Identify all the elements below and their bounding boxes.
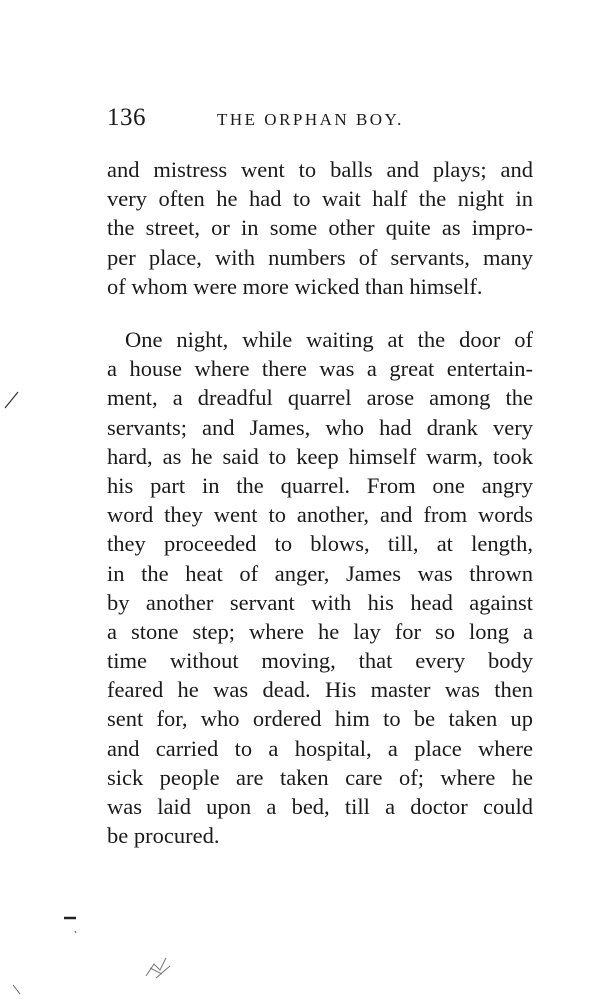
text-line: his part in the quarrel. From one angry [107, 472, 533, 498]
text-line: a house where there was a great entertain- [107, 356, 533, 382]
ink-dash-mark [62, 906, 80, 936]
text-line: sent for, who ordered him to be taken up [107, 706, 533, 732]
page-number: 136 [107, 104, 146, 131]
text-line: be procured. [107, 823, 220, 849]
text-line: and mistress went to balls and plays; and [107, 157, 533, 182]
ink-smudge-mark [140, 950, 180, 982]
text-line: of whom were more wicked than himself. [107, 273, 483, 299]
text-line: time without moving, that every body [107, 648, 533, 674]
text-line: they proceeded to blows, till, at length, [107, 531, 533, 557]
text-line: sick people are taken care of; where he [107, 764, 533, 790]
text-line: a stone step; where he lay for so long a [107, 618, 533, 644]
text-line: very often he had to wait half the night in [107, 186, 533, 212]
running-title: THE ORPHAN BOY. [217, 110, 404, 129]
margin-scratch-mark [2, 388, 22, 412]
text-line: was laid upon a bed, till a doctor could [107, 794, 533, 819]
text-line: the street, or in some other quite as impro- [107, 215, 533, 241]
page-header [107, 104, 533, 134]
text-line: hard, as he said to keep himself warm, took [107, 443, 533, 469]
text-line: per place, with numbers of servants, many [107, 244, 533, 270]
text-line: and carried to a hospital, a place where [107, 735, 533, 761]
text-line: by another servant with his head against [107, 589, 533, 615]
corner-speck-mark [10, 982, 24, 998]
text-line: feared he was dead. His master was then [107, 677, 533, 703]
text-line: One night, while waiting at the door of [125, 327, 533, 352]
paragraph-2 [107, 325, 533, 850]
paragraph-1 [107, 155, 533, 301]
text-line: ment, a dreadful quarrel arose among the [107, 385, 533, 411]
text-line: in the heat of anger, James was thrown [107, 560, 533, 586]
text-line: word they went to another, and from words [107, 502, 533, 528]
text-line: servants; and James, who had drank very [107, 414, 533, 440]
